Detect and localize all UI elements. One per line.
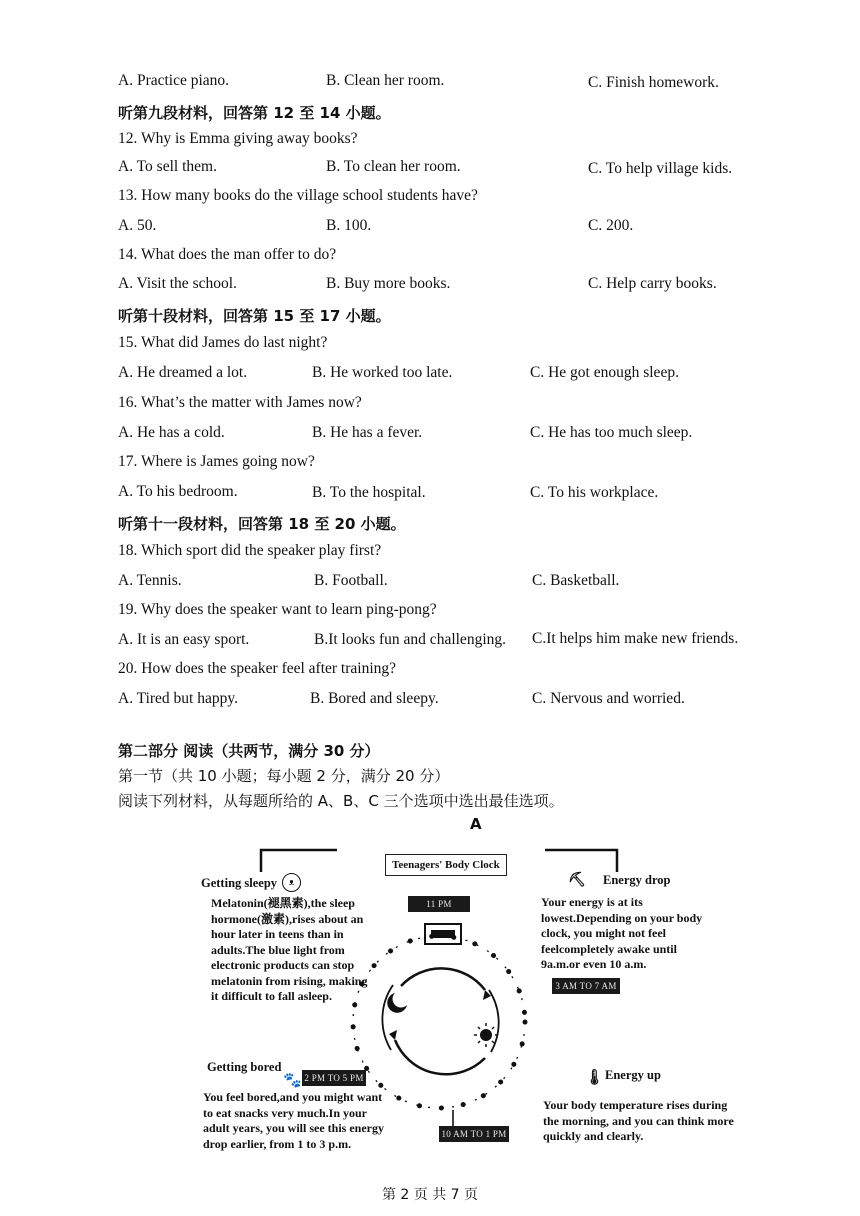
q15-question: 15. What did James do last night? xyxy=(118,334,328,351)
q11-option-a: A. Practice piano. xyxy=(118,72,230,89)
q16-question: 16. What’s the matter with James now? xyxy=(118,394,362,411)
getting-sleepy-title: Getting sleepy xyxy=(201,876,278,890)
q14-option-c: C. Help carry books. xyxy=(588,275,717,292)
q17-option-c: C. To his workplace. xyxy=(530,484,659,501)
q14-option-a: A. Visit the school. xyxy=(118,275,237,292)
q15-option-a: A. He dreamed a lot. xyxy=(118,364,248,381)
inner-arc-bottom xyxy=(395,1040,485,1074)
sleepy-face-icon: ᴥ xyxy=(282,873,301,892)
tag-10am-1pm: 10 AM TO 1 PM xyxy=(439,1126,509,1142)
q17-question: 17. Where is James going now? xyxy=(118,453,315,470)
getting-bored-text: You feel bored,and you might want to eat snacks very much.In your adult years, you will see this energy drop earlier, from 1 to 3 p.m. xyxy=(203,1090,384,1151)
diagram-title: Teenagers' Body Clock xyxy=(385,854,507,876)
q20-option-b: B. Bored and sleepy. xyxy=(310,690,439,707)
q17-option-a: A. To his bedroom. xyxy=(118,483,238,500)
getting-bored-title: Getting bored xyxy=(207,1060,282,1074)
section-11-heading: 听第十一段材料，回答第 18 至 20 小题。 xyxy=(118,515,406,533)
q20-option-a: A. Tired but happy. xyxy=(118,690,238,707)
energy-up-text: Your body temperature rises during the morning, and you can think more quickly and clearly. xyxy=(543,1098,734,1143)
q17-option-b: B. To the hospital. xyxy=(312,484,426,501)
part-2-heading: 第二部分 阅读（共两节，满分 30 分） xyxy=(118,742,380,760)
q16-option-a: A. He has a cold. xyxy=(118,424,225,441)
q15-option-b: B. He worked too late. xyxy=(312,364,453,381)
page-footer: 第 2 页 共 7 页 xyxy=(381,1187,479,1203)
part-2-instructions: 阅读下列材料，从每题所给的 A、B、C 三个选项中选出最佳选项。 xyxy=(118,792,564,810)
q12-option-c: C. To help village kids. xyxy=(588,160,733,177)
energy-drop-title: Energy drop xyxy=(603,873,671,887)
passage-label: A xyxy=(470,815,482,833)
tag-3am-7am: 3 AM TO 7 AM xyxy=(552,978,620,994)
q16-option-c: C. He has too much sleep. xyxy=(530,424,693,441)
body-clock-diagram xyxy=(195,840,755,1160)
energy-drop-text: Your energy is at its lowest.Depending on your body clock, you might not feel feelcompletely awake until 9a.m.or even 10 a.m. xyxy=(541,895,703,971)
q14-question: 14. What does the man offer to do? xyxy=(118,246,337,263)
q18-option-c: C. Basketball. xyxy=(532,572,620,589)
q13-option-c: C. 200. xyxy=(588,217,634,234)
tag-11pm: 11 PM xyxy=(408,896,470,912)
q11-option-b: B. Clean her room. xyxy=(326,72,445,89)
q14-option-b: B. Buy more books. xyxy=(326,275,451,292)
thermometer-icon: 🌡 xyxy=(585,1070,605,1086)
q18-option-b: B. Football. xyxy=(314,572,388,589)
q19-option-c: C.It helps him make new friends. xyxy=(532,630,739,647)
q18-option-a: A. Tennis. xyxy=(118,572,182,589)
q12-question: 12. Why is Emma giving away books? xyxy=(118,130,358,147)
bed-icon xyxy=(425,924,461,944)
q18-question: 18. Which sport did the speaker play first? xyxy=(118,542,382,559)
moon-icon xyxy=(387,993,407,1013)
part-2-section-1: 第一节（共 10 小题；每小题 2 分，满分 20 分） xyxy=(118,767,450,785)
q15-option-c: C. He got enough sleep. xyxy=(530,364,679,381)
q13-option-b: B. 100. xyxy=(326,217,372,234)
section-9-heading: 听第九段材料，回答第 12 至 14 小题。 xyxy=(118,104,391,122)
q19-option-b: B.It looks fun and challenging. xyxy=(314,631,506,648)
q12-option-a: A. To sell them. xyxy=(118,158,217,175)
q20-question: 20. How does the speaker feel after training? xyxy=(118,660,397,677)
bracket-top-left xyxy=(261,850,337,872)
q19-option-a: A. It is an easy sport. xyxy=(118,631,250,648)
q11-option-c: C. Finish homework. xyxy=(588,74,719,91)
q16-option-b: B. He has a fever. xyxy=(312,424,423,441)
tag-2pm-5pm: 2 PM TO 5 PM xyxy=(302,1070,366,1086)
q13-question: 13. How many books do the village school students have? xyxy=(118,187,478,204)
inner-arc-top xyxy=(401,968,485,990)
sleeping-person-icon: ⛏ xyxy=(568,873,586,888)
getting-sleepy-text: Melatonin(褪黑素),the sleep hormone(激素),rises about an hour later in teens than in adults.The blue light from electronic products can stop melatonin from rising, making it difficult to fall asleep. xyxy=(211,896,368,1003)
bored-figure-icon: 🐾 xyxy=(283,1073,302,1089)
q12-option-b: B. To clean her room. xyxy=(326,158,461,175)
energy-up-title: Energy up xyxy=(605,1068,661,1082)
section-10-heading: 听第十段材料，回答第 15 至 17 小题。 xyxy=(118,307,391,325)
q19-question: 19. Why does the speaker want to learn ping-pong? xyxy=(118,601,437,618)
q13-option-a: A. 50. xyxy=(118,217,157,234)
q20-option-c: C. Nervous and worried. xyxy=(532,690,685,707)
bracket-top-right xyxy=(545,850,617,872)
